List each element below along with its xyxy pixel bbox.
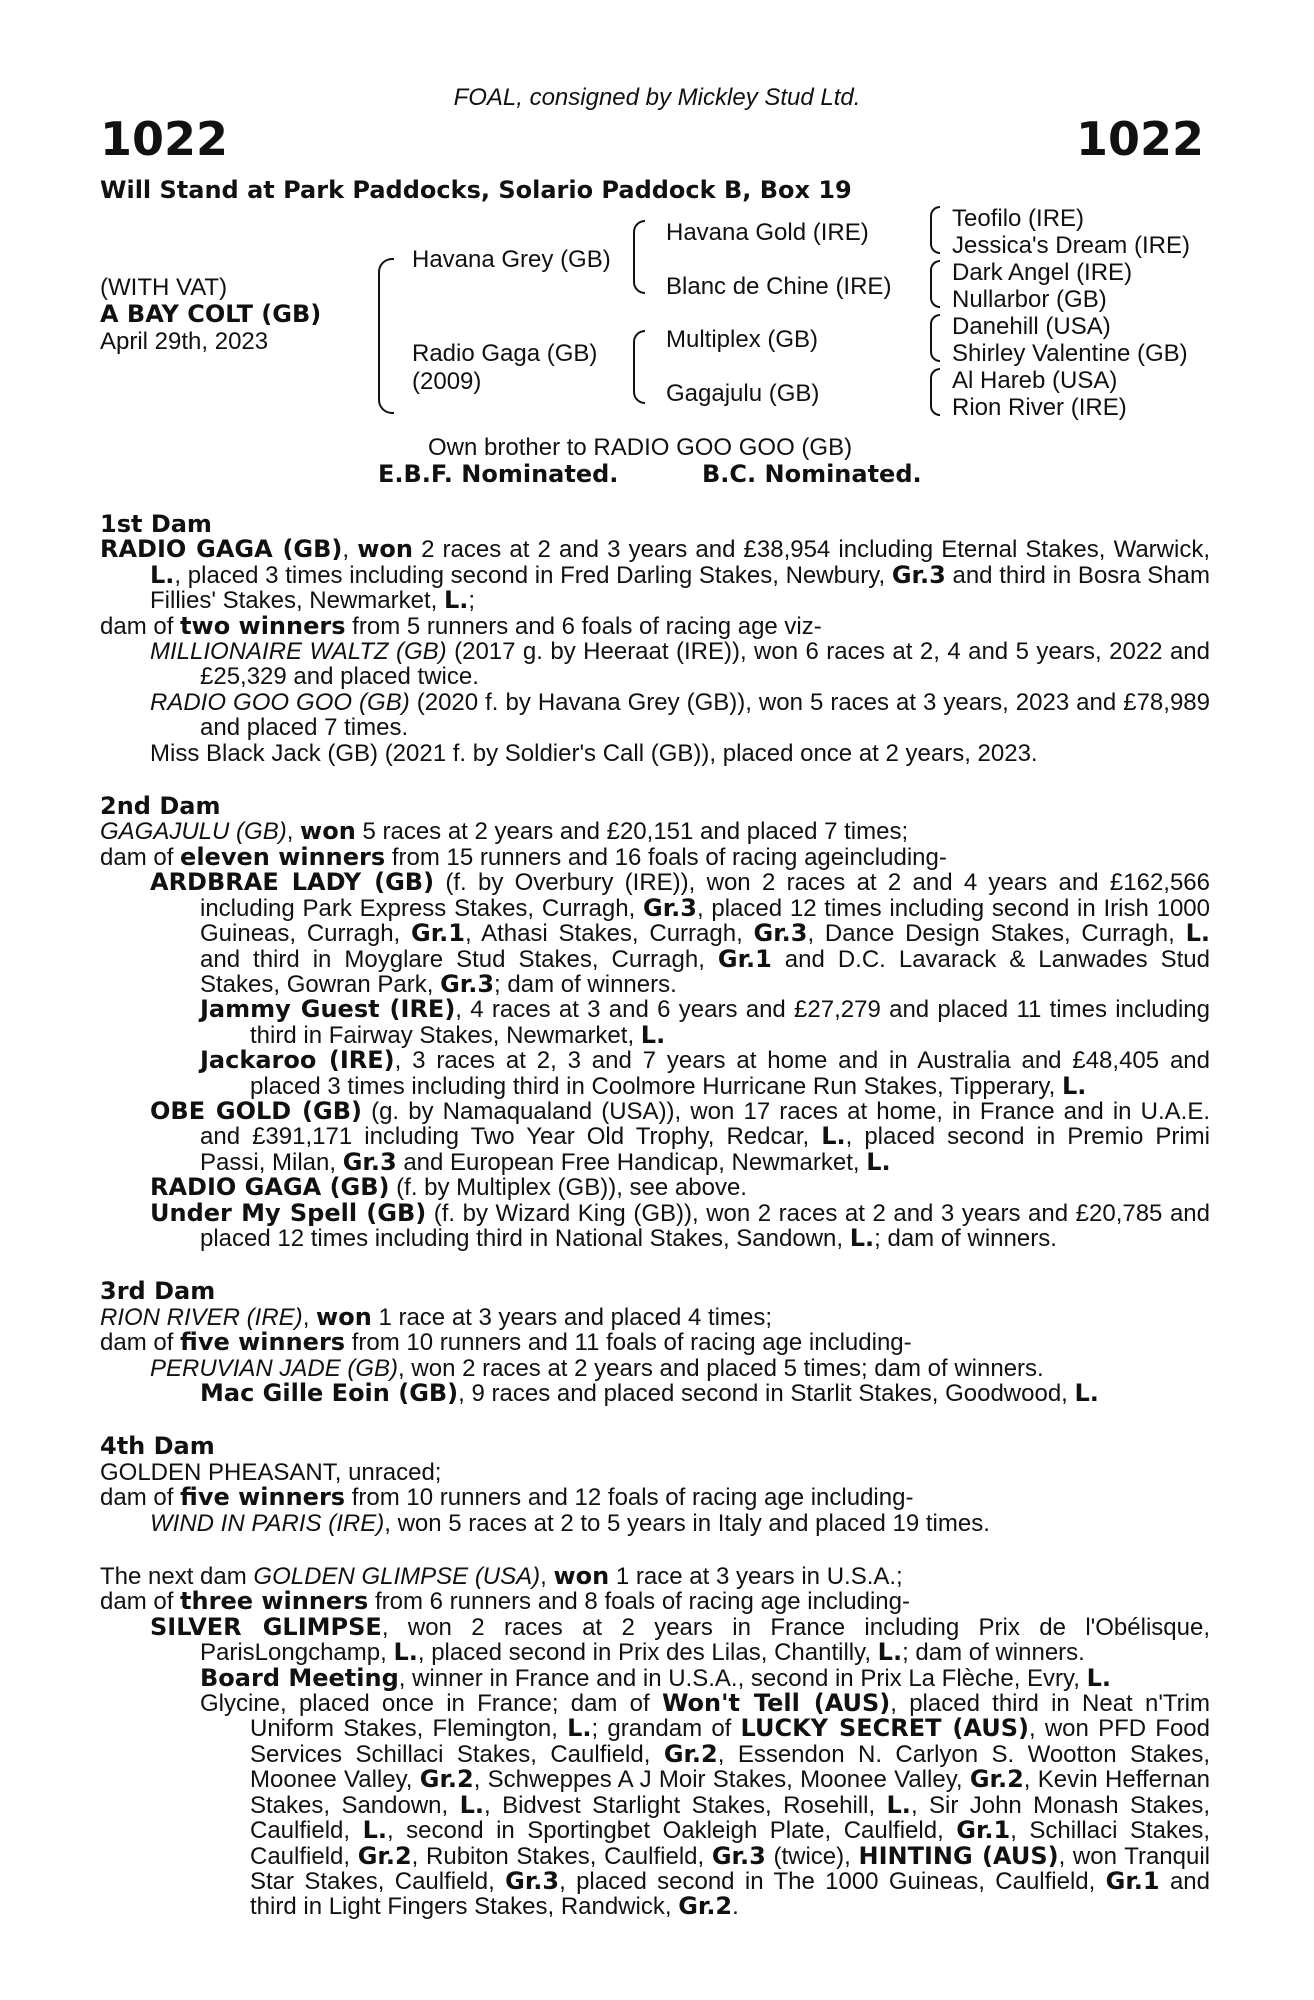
offspring-jackaroo: Jackaroo (IRE), 3 races at 2, 3 and 7 years at home and in Australia and £48,405 and placed 3 times including third in Coolmore Hurricane Run Stakes, Tipperary, L. — [200, 1046, 1211, 1100]
pedigree-dam-year: (2009) — [412, 368, 482, 395]
offspring-millionaire-waltz: MILLIONAIRE WALTZ (GB) (2017 g. by Heeraat (IRE)), won 6 races at 2, 4 and 5 years, 2022 and £25,329 and placed twice. — [150, 638, 1210, 691]
pedigree-brace-gen1 — [378, 258, 394, 414]
pedigree-dam-dam: Gagajulu (GB) — [666, 380, 820, 407]
offspring-radio-goo-goo: RADIO GOO GOO (GB) (2020 f. by Havana Grey (GB)), won 5 races at 3 years, 2023 and £78,989 and placed 7 times. — [150, 688, 1210, 742]
offspring-radio-gaga: RADIO GAGA (GB) (f. by Multiplex (GB)), see above. — [150, 1173, 747, 1202]
dam-line-details — [100, 512, 1210, 1920]
offspring-jammy-guest: Jammy Guest (IRE), 4 races at 3 and 6 years and £27,279 and placed 11 times including third in Fairway Stakes, Newmarket, L. — [200, 995, 1210, 1049]
second-dam-record: GAGAJULU (GB), won 5 races at 2 years and £20,151 and placed 7 times; — [100, 817, 909, 846]
pedigree-brace-dam — [633, 330, 645, 404]
first-dam-produce-summary: dam of two winners from 5 runners and 6 foals of racing age viz- — [100, 611, 822, 640]
fourth-dam-heading: 4th Dam — [100, 1432, 215, 1461]
bc-nominated: B.C. Nominated. — [702, 460, 922, 488]
offspring-under-my-spell: Under My Spell (GB) (f. by Wizard King (GB)), won 2 races at 2 and 3 years and £20,785 and placed 12 times including third in National Stakes, Sandown, L.; dam of winners. — [150, 1198, 1210, 1252]
consignor-line: FOAL, consigned by Mickley Stud Ltd. — [453, 84, 861, 111]
pedigree-sds: Dark Angel (IRE) — [952, 259, 1133, 286]
pedigree-sdd: Nullarbor (GB) — [952, 286, 1107, 313]
offspring-silver-glimpse: SILVER GLIMPSE, won 2 races at 2 years in France including Prix de l'Obélisque, ParisLongchamp, L., placed second in Prix des Lilas, Chantilly, L.; dam of winners. — [150, 1612, 1210, 1667]
first-dam-record: RADIO GAGA (GB), won 2 races at 2 and 3 years and £38,954 including Eternal Stakes, Warwick, L., placed 3 times including second in Fred Darling Stakes, Newbury, Gr.3 and third in Bosra Sham Fillies' Stakes, Newmarket, L.; — [100, 535, 1211, 615]
first-dam-heading: 1st Dam — [100, 510, 212, 538]
lot-number-left: 1022 — [100, 112, 229, 166]
pedigree-ddd: Rion River (IRE) — [952, 394, 1127, 421]
offspring-glycine: Glycine, placed once in France; dam of Won't Tell (AUS), placed third in Neat n'Trim Uniform Stakes, Flemington, L.; grandam of LUCKY SECRET (AUS), won PFD Food Services Schillaci Stakes, Caulfield, Gr.2, Essendon N. Carlyon S. Wootton Stakes, Moonee Valley, Gr.2, Schweppes A J Moir Stakes, Moonee Valley, Gr.2, Kevin Heffernan Stakes, Sandown, L., Bidvest Starlight Stakes, Rosehill, L., Sir John Monash Stakes, Caulfield, L., second in Sportingbet Oakleigh Plate, Caulfield, Gr.1, Schillaci Stakes, Caulfield, Gr.2, Rubiton Stakes, Caulfield, Gr.3 (twice), HINTING (AUS), won Tranquil Star Stakes, Caulfield, Gr.3, placed second in The 1000 Guineas, Caulfield, Gr.1 and third in Light Fingers Stakes, Randwick, Gr.2. — [200, 1689, 1211, 1921]
second-dam-produce-summary: dam of eleven winners from 15 runners and 16 foals of racing ageincluding- — [100, 842, 947, 871]
next-dam-produce-summary: dam of three winners from 6 runners and 8 foals of racing age including- — [100, 1587, 910, 1616]
lot-number-right: 1022 — [1075, 112, 1204, 166]
pedigree-dam-sire: Multiplex (GB) — [666, 326, 819, 353]
fourth-dam-produce-summary: dam of five winners from 10 runners and 12 foals of racing age including- — [100, 1483, 914, 1512]
pedigree-sire-sire: Havana Gold (IRE) — [666, 219, 869, 246]
third-dam-produce-summary: dam of five winners from 10 runners and 11 foals of racing age including- — [100, 1328, 912, 1357]
pedigree-dds: Al Hareb (USA) — [952, 367, 1118, 394]
pedigree-brace-sire — [633, 220, 645, 294]
stand-location: Will Stand at Park Paddocks, Solario Paddock B, Box 19 — [100, 176, 852, 204]
pedigree-sire: Havana Grey (GB) — [412, 246, 611, 273]
offspring-mac-gille-eoin: Mac Gille Eoin (GB), 9 races and placed second in Starlit Stakes, Goodwood, L. — [200, 1379, 1099, 1407]
pedigree-dsd: Shirley Valentine (GB) — [952, 340, 1188, 367]
first-dam-name: RADIO GAGA (GB) — [100, 535, 343, 564]
vat-label: (WITH VAT) — [100, 274, 228, 301]
offspring-ardbrae-lady: ARDBRAE LADY (GB) (f. by Overbury (IRE)), won 2 races at 2 and 4 years and £162,566 including Park Express Stakes, Curragh, Gr.3, placed 12 times including second in Irish 1000 Guineas, Curragh, Gr.1, Athasi Stakes, Curragh, Gr.3, Dance Design Stakes, Curragh, L. and third in Moyglare Stud Stakes, Curragh, Gr.1 and D.C. Lavarack & Lanwades Stud Stakes, Gowran Park, Gr.3; dam of winners. — [150, 868, 1211, 998]
lot-name: A BAY COLT (GB) — [100, 300, 322, 328]
offspring-obe-gold: OBE GOLD (GB) (g. by Namaqualand (USA)), won 17 races at home, in France and in U.A.E. and £391,171 including Two Year Old Trophy, Redcar, L., placed second in Premio Primi Passi, Milan, Gr.3 and European Free Handicap, Newmarket, L. — [150, 1096, 1210, 1176]
pedigree-sire-dam: Blanc de Chine (IRE) — [666, 273, 892, 300]
pedigree-brace-sd — [930, 260, 940, 308]
offspring-board-meeting: Board Meeting, winner in France and in U.S.A., second in Prix La Flèche, Evry, L. — [200, 1663, 1112, 1692]
own-brother-note: Own brother to RADIO GOO GOO (GB) — [428, 434, 853, 461]
second-dam-heading: 2nd Dam — [100, 792, 221, 821]
third-dam-heading: 3rd Dam — [100, 1277, 216, 1306]
next-dam-record: The next dam GOLDEN GLIMPSE (USA), won 1 race at 3 years in U.S.A.; — [100, 1562, 903, 1591]
third-dam-record: RION RIVER (IRE), won 1 race at 3 years and placed 4 times; — [100, 1302, 772, 1331]
birth-date: April 29th, 2023 — [100, 328, 269, 355]
pedigree-sss: Teofilo (IRE) — [952, 205, 1085, 232]
offspring-miss-black-jack: Miss Black Jack (GB) (2021 f. by Soldier's Call (GB)), placed once at 2 years, 2023. — [150, 739, 1038, 767]
pedigree-dss: Danehill (USA) — [952, 313, 1111, 340]
fourth-dam-record: GOLDEN PHEASANT, unraced; — [100, 1458, 442, 1486]
pedigree-ssd: Jessica's Dream (IRE) — [952, 232, 1190, 259]
pedigree-brace-ss — [930, 206, 940, 254]
ebf-nominated: E.B.F. Nominated. — [378, 460, 619, 488]
offspring-peruvian-jade: PERUVIAN JADE (GB), won 2 races at 2 years and placed 5 times; dam of winners. — [150, 1354, 1044, 1382]
pedigree-brace-ds — [930, 314, 940, 362]
pedigree-brace-dd — [930, 368, 940, 416]
offspring-wind-in-paris: WIND IN PARIS (IRE), won 5 races at 2 to 5 years in Italy and placed 19 times. — [150, 1509, 990, 1537]
pedigree-dam: Radio Gaga (GB) — [412, 340, 598, 367]
